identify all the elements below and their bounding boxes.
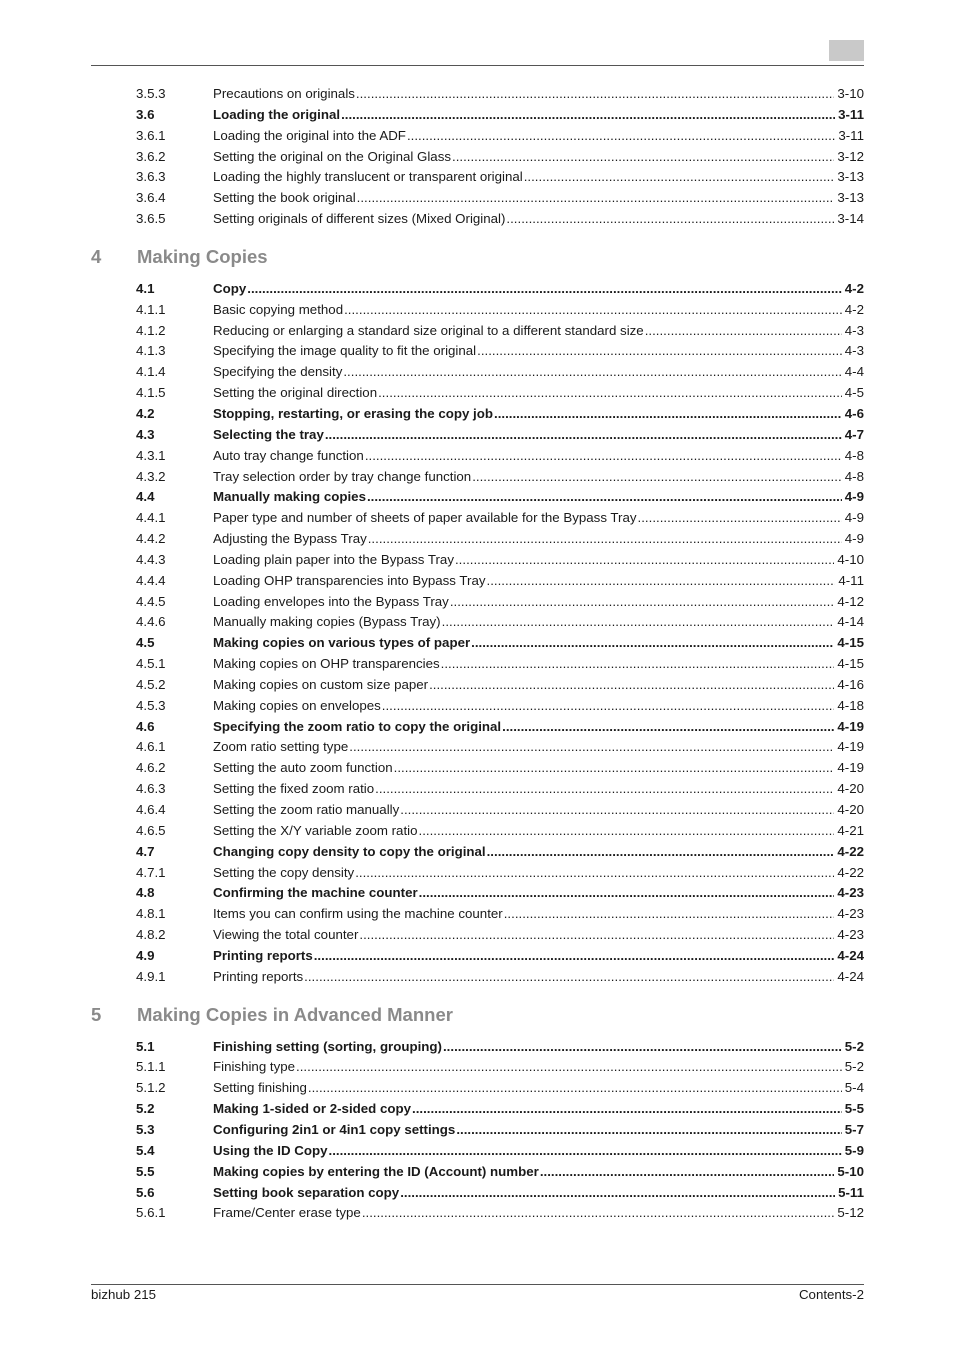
dot-leader (494, 404, 842, 425)
dot-leader (452, 147, 834, 168)
toc-entry-title: Making copies on custom size paper (213, 676, 429, 692)
toc-entry-number: 4.6.1 (136, 739, 166, 755)
toc-entry-number: 5.6 (136, 1184, 155, 1200)
toc-entry[interactable] (91, 425, 864, 446)
toc-entry-title: Stopping, restarting, or erasing the copy job (213, 405, 494, 421)
toc-entry-title: Finishing setting (sorting, grouping) (213, 1038, 442, 1054)
toc-entry-title: Loading the highly translucent or transparent original (213, 169, 523, 185)
toc-entry[interactable] (91, 1141, 864, 1162)
toc-entry-page: 4-8 (844, 468, 864, 484)
toc-entry[interactable] (91, 487, 864, 508)
toc-entry-number: 4.2 (136, 405, 155, 421)
dot-leader (247, 279, 842, 300)
toc-entry-number: 4.3.2 (136, 468, 166, 484)
dot-leader (645, 321, 842, 342)
toc-entry-title: Zoom ratio setting type (213, 739, 349, 755)
toc-entry-title: Copy (213, 280, 247, 296)
toc-entry-page: 4-19 (837, 739, 864, 755)
toc-entry-title: Making 1-sided or 2-sided copy (213, 1101, 412, 1117)
dot-leader (329, 1141, 842, 1162)
toc-entry-title: Tray selection order by tray change function (213, 468, 472, 484)
dot-leader (419, 883, 835, 904)
toc-entry-page: 4-10 (837, 551, 864, 567)
toc-entry-page: 4-21 (837, 822, 864, 838)
dot-leader (382, 696, 835, 717)
toc-entry[interactable] (91, 529, 864, 550)
toc-entry[interactable] (91, 84, 864, 105)
toc-entry[interactable] (91, 904, 864, 925)
toc-entry-number: 4.8.2 (136, 927, 166, 943)
dot-leader (540, 1162, 835, 1183)
toc-entry-page: 5-10 (837, 1163, 864, 1179)
toc-entry-number: 4.9 (136, 947, 155, 963)
toc-entry-number: 4.1 (136, 280, 155, 296)
toc-entry[interactable] (91, 925, 864, 946)
toc-entry-title: Changing copy density to copy the original (213, 843, 486, 859)
toc-entry[interactable] (91, 167, 864, 188)
toc-entry-title: Viewing the total counter (213, 927, 359, 943)
toc-entry-number: 4.7 (136, 843, 155, 859)
toc-entry-page: 4-9 (844, 510, 864, 526)
toc-entry-page: 4-2 (844, 301, 864, 317)
toc-entry-title: Setting the zoom ratio manually (213, 802, 400, 817)
dot-leader (504, 904, 835, 925)
chapter-number: 5 (91, 1003, 102, 1025)
toc-entry-title: Specifying the image quality to fit the original (213, 343, 477, 359)
toc-entry[interactable] (91, 633, 864, 654)
dot-leader (524, 167, 835, 188)
toc-entry-title: Selecting the tray (213, 426, 324, 442)
toc-entry-page: 4-24 (837, 947, 864, 963)
toc-entry-page: 3-13 (837, 169, 864, 185)
toc-entry-number: 4.8.1 (136, 906, 166, 922)
dot-leader (394, 758, 835, 779)
toc-entry-page: 4-7 (844, 426, 864, 442)
toc-entry-number: 5.2 (136, 1101, 155, 1117)
toc-entry-number: 4.5.2 (136, 676, 166, 692)
toc-entry-title: Items you can confirm using the machine counter (213, 906, 503, 922)
toc-entry-number: 4.5.1 (136, 656, 166, 672)
dot-leader (429, 675, 834, 696)
toc-entry-title: Basic copying method (213, 301, 344, 317)
dot-leader (325, 425, 842, 446)
dot-leader (400, 1183, 835, 1204)
dot-leader (368, 529, 842, 550)
toc-entry-page: 5-5 (844, 1101, 864, 1117)
toc-entry[interactable] (91, 467, 864, 488)
toc-entry-page: 4-3 (844, 322, 864, 338)
footer-product: bizhub 215 (91, 1287, 157, 1302)
toc-entry[interactable] (91, 1162, 864, 1183)
toc-entry[interactable] (91, 188, 864, 209)
dot-leader (456, 1120, 841, 1141)
toc-entry-number: 4.3 (136, 426, 155, 442)
corner-tab (829, 40, 864, 61)
toc-entry[interactable] (91, 446, 864, 467)
toc-entry-page: 4-15 (837, 635, 864, 651)
dot-leader (308, 1078, 842, 1099)
toc-entry-title: Adjusting the Bypass Tray (213, 531, 367, 547)
chapter-heading (91, 232, 864, 279)
toc-entry-number: 4.4.2 (136, 531, 166, 547)
toc-entry-number: 4.4.6 (136, 614, 166, 630)
toc-entry-title: Specifying the density (213, 364, 343, 380)
toc-entry-number: 4.5 (136, 635, 155, 651)
toc-entry-title: Auto tray change function (213, 447, 364, 463)
toc-entry-title: Using the ID Copy (213, 1142, 328, 1158)
dot-leader (412, 1099, 842, 1120)
toc-entry-page: 4-3 (844, 343, 864, 359)
toc-entry[interactable] (91, 105, 864, 126)
toc-entry-title: Configuring 2in1 or 4in1 copy settings (213, 1121, 456, 1137)
toc-entry-number: 4.7.1 (136, 864, 166, 880)
toc-entry[interactable] (91, 758, 864, 779)
toc-entry[interactable] (91, 800, 864, 821)
toc-entry-page: 4-9 (844, 489, 864, 505)
toc-entry-page: 4-6 (844, 405, 864, 421)
dot-leader (442, 612, 835, 633)
toc-entry[interactable] (91, 612, 864, 633)
toc-entry[interactable] (91, 300, 864, 321)
toc-entry-number: 5.1.1 (136, 1059, 166, 1075)
toc-entry-number: 5.4 (136, 1142, 155, 1158)
toc-entry-number: 5.3 (136, 1121, 155, 1137)
toc-entry-number: 3.6.1 (136, 127, 166, 143)
toc-entry-number: 4.1.2 (136, 322, 166, 338)
toc-entry-page: 5-11 (838, 1184, 864, 1200)
toc-entry[interactable] (91, 737, 864, 758)
toc-entry-number: 4.4.1 (136, 510, 166, 526)
toc-entry-page: 4-16 (837, 676, 864, 692)
toc-entry-page: 4-2 (844, 280, 864, 296)
toc-entry-title: Setting the X/Y variable zoom ratio (213, 822, 418, 838)
toc-entry-page: 5-7 (844, 1121, 864, 1137)
dot-leader (344, 300, 842, 321)
toc-entry[interactable] (91, 383, 864, 404)
toc-entry-page: 4-22 (837, 843, 864, 859)
toc-entry-number: 4.5.3 (136, 697, 166, 713)
toc-entry-number: 3.6.3 (136, 169, 166, 185)
toc-entry-title: Setting book separation copy (213, 1184, 400, 1200)
dot-leader (400, 800, 834, 821)
toc-entry-page: 4-15 (837, 656, 864, 672)
toc-entry-page: 3-11 (838, 127, 864, 143)
dot-leader (443, 1037, 842, 1058)
toc-entry-number: 4.6 (136, 718, 155, 734)
dot-leader (359, 925, 834, 946)
chapter-title: Making Copies (137, 245, 268, 267)
dot-leader (441, 654, 835, 675)
dot-leader (314, 946, 835, 967)
toc-entry-page: 4-5 (844, 385, 864, 401)
toc-entry-page: 3-10 (837, 86, 864, 101)
toc-entry[interactable] (91, 279, 864, 300)
toc-entry-page: 4-20 (837, 781, 864, 797)
toc-entry-title: Manually making copies (213, 489, 366, 505)
toc-entry-page: 4-20 (837, 802, 864, 817)
dot-leader (472, 467, 842, 488)
chapter-number: 4 (91, 245, 102, 267)
toc-entry[interactable] (91, 147, 864, 168)
toc-entry-title: Manually making copies (Bypass Tray) (213, 614, 441, 630)
toc-entry-number: 4.1.5 (136, 385, 166, 401)
toc-entry[interactable] (91, 592, 864, 613)
toc-entry-number: 4.8 (136, 885, 155, 901)
dot-leader (471, 633, 834, 654)
dot-leader (487, 842, 835, 863)
toc-entry-number: 5.1 (136, 1038, 155, 1054)
toc-entry-title: Making copies by entering the ID (Account) number (213, 1163, 539, 1179)
toc-entry-title: Finishing type (213, 1059, 296, 1075)
toc-entry-page: 4-24 (837, 968, 864, 984)
toc-entry-page: 4-18 (837, 697, 864, 713)
toc-entry[interactable] (91, 1057, 864, 1078)
toc-entry-title: Making copies on OHP transparencies (213, 656, 440, 672)
toc-entry-title: Setting originals of different sizes (Mixed Original) (213, 211, 506, 227)
dot-leader (365, 446, 842, 467)
toc-entry-title: Making copies on various types of paper (213, 635, 471, 651)
toc-entry[interactable] (91, 1183, 864, 1204)
dot-leader (349, 737, 834, 758)
toc-entry-page: 5-2 (844, 1059, 864, 1075)
chapter-title: Making Copies in Advanced Manner (137, 1003, 453, 1025)
toc-entry-title: Printing reports (213, 968, 304, 984)
toc-entry-page: 4-22 (837, 864, 864, 880)
dot-leader (487, 571, 836, 592)
toc-entry-number: 5.6.1 (136, 1205, 166, 1221)
dot-leader (506, 209, 834, 230)
toc-entry-title: Making copies on envelopes (213, 697, 381, 713)
toc-entry-page: 4-9 (844, 531, 864, 547)
toc-entry-page: 3-11 (838, 106, 864, 122)
dot-leader (343, 362, 841, 383)
toc-entry-page: 5-12 (837, 1205, 864, 1221)
chapter-heading (91, 990, 864, 1037)
toc-entry-title: Setting the auto zoom function (213, 760, 393, 776)
toc-entry-title: Loading the original into the ADF (213, 127, 406, 143)
toc-entry[interactable] (91, 341, 864, 362)
dot-leader (304, 967, 834, 988)
toc-entry-title: Reducing or enlarging a standard size original to a different standard size (213, 322, 644, 338)
toc-entry[interactable] (91, 362, 864, 383)
toc-entry-page: 4-23 (837, 885, 864, 901)
footer-rule (91, 1284, 864, 1285)
toc-entry-number: 4.4 (136, 489, 155, 505)
toc-entry-number: 4.6.3 (136, 781, 166, 797)
toc-entry-page: 3-14 (837, 211, 864, 227)
dot-leader (355, 863, 834, 884)
toc-entry-number: 5.5 (136, 1163, 155, 1179)
toc-entry-title: Loading plain paper into the Bypass Tray (213, 551, 454, 567)
toc-entry[interactable] (91, 842, 864, 863)
toc-entry[interactable] (91, 209, 864, 230)
toc-entry-number: 4.6.4 (136, 802, 166, 817)
toc-entry-title: Loading OHP transparencies into Bypass Tray (213, 572, 486, 588)
toc-entry-number: 4.9.1 (136, 968, 166, 984)
toc-entry-title: Specifying the zoom ratio to copy the original (213, 718, 502, 734)
table-of-contents (91, 84, 864, 1224)
toc-entry-title: Confirming the machine counter (213, 885, 418, 901)
dot-leader (356, 84, 834, 105)
toc-entry-page: 4-11 (838, 572, 864, 588)
toc-entry[interactable] (91, 1037, 864, 1058)
toc-entry-number: 3.5.3 (136, 86, 166, 101)
toc-entry[interactable] (91, 946, 864, 967)
toc-entry[interactable] (91, 1120, 864, 1141)
dot-leader (378, 383, 842, 404)
dot-leader (296, 1057, 842, 1078)
toc-entry-page: 4-23 (837, 906, 864, 922)
dot-leader (367, 487, 842, 508)
toc-entry-number: 3.6 (136, 106, 155, 122)
toc-entry-number: 4.1.4 (136, 364, 166, 380)
toc-entry-title: Frame/Center erase type (213, 1205, 361, 1221)
toc-entry-title: Setting finishing (213, 1080, 307, 1096)
footer-page-label: Contents-2 (798, 1287, 864, 1302)
toc-entry-title: Setting the original on the Original Glass (213, 148, 452, 164)
dot-leader (477, 341, 842, 362)
toc-entry[interactable] (91, 508, 864, 529)
toc-entry-title: Setting the book original (213, 190, 356, 206)
toc-entry-number: 4.4.3 (136, 551, 166, 567)
toc-entry-title: Loading envelopes into the Bypass Tray (213, 593, 449, 609)
dot-leader (419, 821, 835, 842)
toc-entry[interactable] (91, 1078, 864, 1099)
toc-entry-page: 5-4 (844, 1080, 864, 1096)
toc-entry-number: 4.4.5 (136, 593, 166, 609)
toc-entry-title: Setting the fixed zoom ratio (213, 781, 375, 797)
toc-entry-number: 4.4.4 (136, 572, 166, 588)
toc-entry[interactable] (91, 571, 864, 592)
toc-entry-page: 3-13 (837, 190, 864, 206)
toc-entry[interactable] (91, 779, 864, 800)
toc-entry[interactable] (91, 675, 864, 696)
dot-leader (638, 508, 842, 529)
toc-entry-number: 5.1.2 (136, 1080, 166, 1096)
toc-entry-page: 5-9 (844, 1142, 864, 1158)
toc-entry[interactable] (91, 863, 864, 884)
toc-entry[interactable] (91, 967, 864, 988)
toc-entry-title: Paper type and number of sheets of paper available for the Bypass Tray (213, 510, 637, 526)
toc-entry-title: Printing reports (213, 947, 313, 963)
toc-entry-page: 4-19 (837, 760, 864, 776)
toc-entry-page: 5-2 (844, 1038, 864, 1054)
dot-leader (502, 717, 834, 738)
toc-entry-number: 4.6.2 (136, 760, 166, 776)
toc-entry-page: 4-19 (837, 718, 864, 734)
toc-entry-page: 4-23 (837, 927, 864, 943)
toc-entry[interactable] (91, 126, 864, 147)
toc-entry-page: 3-12 (837, 148, 864, 164)
dot-leader (407, 126, 835, 147)
toc-entry[interactable] (91, 717, 864, 738)
dot-leader (362, 1203, 835, 1224)
dot-leader (341, 105, 835, 126)
toc-entry[interactable] (91, 883, 864, 904)
toc-entry[interactable] (91, 321, 864, 342)
toc-entry[interactable] (91, 550, 864, 571)
toc-entry-page: 4-8 (844, 447, 864, 463)
dot-leader (375, 779, 834, 800)
dot-leader (357, 188, 835, 209)
dot-leader (450, 592, 835, 613)
toc-entry-page: 4-14 (837, 614, 864, 630)
toc-entry-title: Setting the original direction (213, 385, 378, 401)
toc-entry-title: Loading the original (213, 106, 341, 122)
toc-entry[interactable] (91, 821, 864, 842)
toc-entry-page: 4-4 (844, 364, 864, 380)
toc-entry-page: 4-12 (837, 593, 864, 609)
toc-entry[interactable] (91, 654, 864, 675)
toc-entry-title: Setting the copy density (213, 864, 355, 880)
toc-entry-number: 3.6.4 (136, 190, 166, 206)
dot-leader (455, 550, 834, 571)
toc-entry-number: 4.1.3 (136, 343, 166, 359)
toc-entry-title: Precautions on originals (213, 86, 355, 101)
toc-entry-number: 4.3.1 (136, 447, 166, 463)
toc-entry[interactable] (91, 1203, 864, 1224)
toc-entry-number: 4.1.1 (136, 301, 166, 317)
toc-entry-number: 4.6.5 (136, 822, 166, 838)
toc-entry[interactable] (91, 1099, 864, 1120)
toc-entry[interactable] (91, 696, 864, 717)
toc-entry-number: 3.6.5 (136, 211, 166, 227)
toc-entry[interactable] (91, 404, 864, 425)
toc-entry-number: 3.6.2 (136, 148, 166, 164)
header-rule (91, 65, 864, 66)
